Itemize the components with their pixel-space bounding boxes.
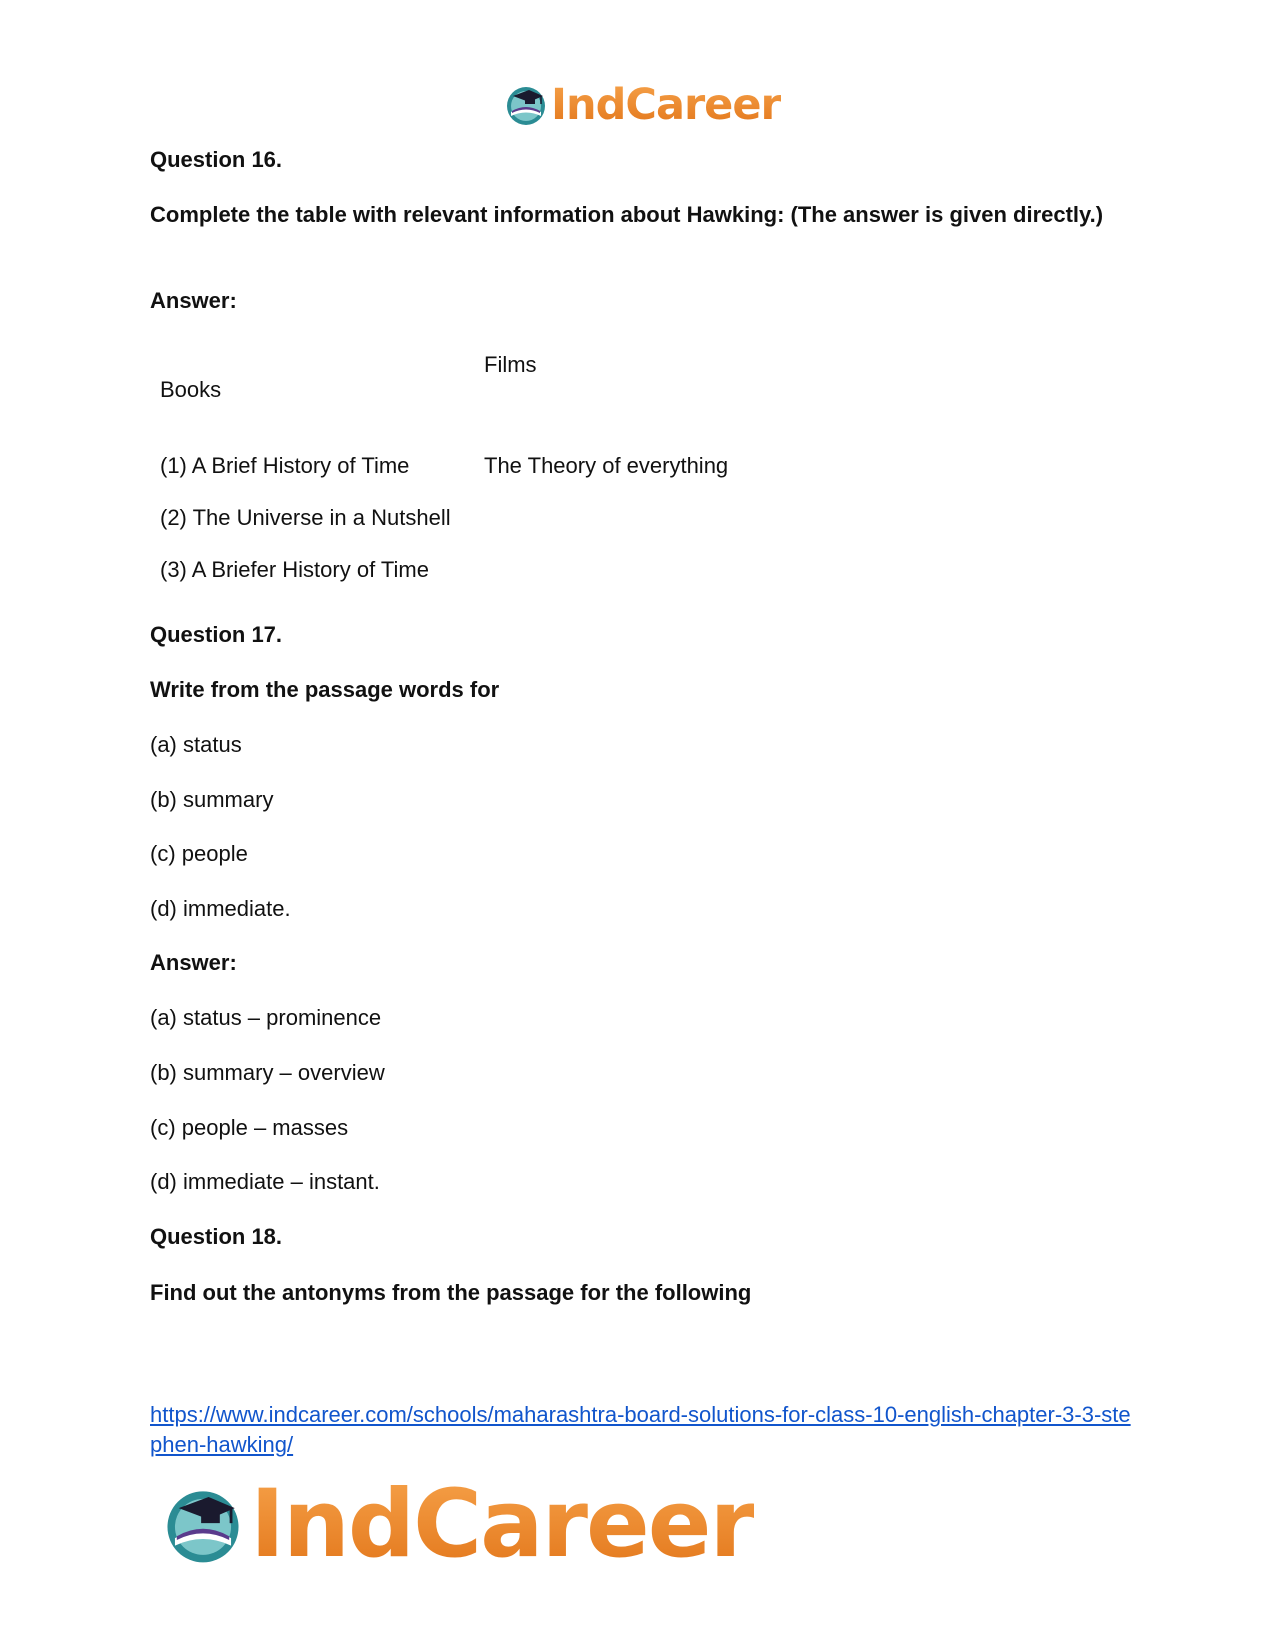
question-18-title: Question 18. [150,1224,283,1249]
list-item: (c) people [150,841,248,866]
indcareer-logo [503,80,781,130]
indcareer-logo-large [160,1470,754,1579]
logo-text: IndCareer [250,1470,754,1579]
list-item: (a) status [150,732,242,757]
question-16-title: Question 16. [150,147,283,172]
answer-item: (b) summary – overview [150,1060,385,1085]
table-cell-book: (1) A Brief History of Time [160,453,410,478]
table-cell-film: The Theory of everything [484,453,729,478]
list-item: (d) immediate. [150,896,291,921]
table-header-films: Films [484,352,537,377]
question-17-prompt: Write from the passage words for [150,677,500,702]
question-18-prompt: Find out the antonyms from the passage for the following [150,1280,752,1305]
question-17-answer-label: Answer: [150,950,237,975]
graduation-book-icon [503,82,549,128]
graduation-book-icon [160,1482,246,1568]
source-url-link[interactable]: https://www.indcareer.com/schools/maharashtra-board-solutions-for-class-10-english-chapter-3-3-stephen-hawking/ [150,1402,1131,1457]
table-cell-book: (2) The Universe in a Nutshell [160,505,451,530]
answer-item: (a) status – prominence [150,1005,382,1030]
question-17-title: Question 17. [150,622,283,647]
answer-item: (c) people – masses [150,1115,349,1140]
question-16-prompt: Complete the table with relevant information about Hawking: (The answer is given directly.) [150,202,1104,227]
logo-text: IndCareer [551,80,781,130]
question-16-answer-label: Answer: [150,288,237,313]
list-item: (b) summary [150,787,274,812]
table-cell-book: (3) A Briefer History of Time [160,557,429,582]
table-header-books: Books [160,377,222,402]
answer-item: (d) immediate – instant. [150,1169,380,1194]
